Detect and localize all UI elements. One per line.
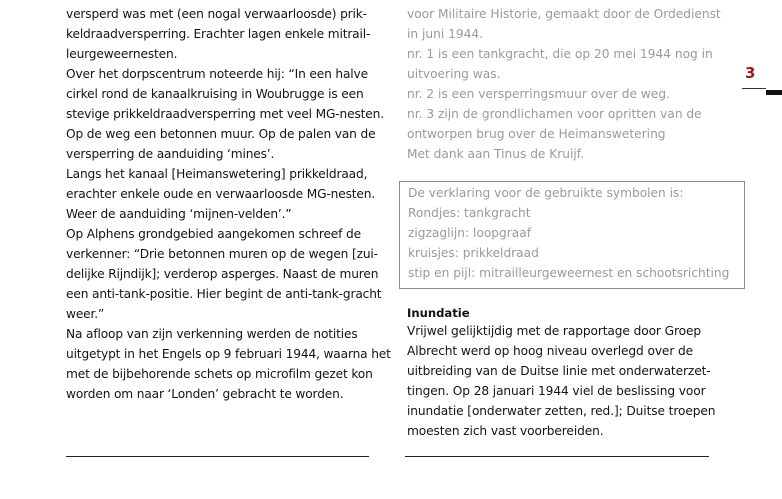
text-line: weer.” <box>66 307 105 321</box>
text-line: cirkel rond de kanaalkruising in Woubrugge is een <box>66 87 364 101</box>
caption-line: nr. 1 is een tankgracht, die op 20 mei 1944 nog in <box>407 47 713 61</box>
legend-box <box>399 181 745 289</box>
text-line: verkenner: “Drie betonnen muren op de wegen [zui- <box>66 247 378 261</box>
footer-rule-right <box>405 456 709 457</box>
text-line: versperring de aanduiding ‘mines’. <box>66 147 275 161</box>
caption-line: nr. 2 is een versperringsmuur over de weg. <box>407 87 670 101</box>
text-line: Weer de aanduiding ‘mijnen-velden’.” <box>66 207 292 221</box>
legend-line: De verklaring voor de gebruikte symbolen is: <box>408 186 684 200</box>
left-text-column <box>66 4 391 404</box>
text-line: worden om naar ‘Londen’ gebracht te worden. <box>66 387 344 401</box>
text-line: een anti-tank-positie. Hier begint de anti-tank-gracht <box>66 287 382 301</box>
footer-rule-left <box>66 456 369 457</box>
caption-line: voor Militaire Historie, gemaakt door de Ordedienst <box>407 7 721 21</box>
text-line: inundatie [onderwater zetten, red.]; Duitse troepen <box>407 404 716 418</box>
caption-line: ontworpen brug over de Heimanswetering <box>407 127 666 141</box>
page-number-rule <box>742 88 766 89</box>
legend-line: zigzaglijn: loopgraaf <box>408 226 531 240</box>
text-line: uitgetypt in het Engels op 9 februari 1944, waarna het <box>66 347 391 361</box>
text-line: uitbreiding van de Duitse linie met onderwaterzet- <box>407 364 711 378</box>
figure-caption <box>407 4 737 164</box>
right-text-column <box>407 321 737 441</box>
caption-line: nr. 3 zijn de grondlichamen voor opritten van de <box>407 107 702 121</box>
text-line: Langs het kanaal [Heimanswetering] prikkeldraad, <box>66 167 368 181</box>
section-heading: Inundatie <box>407 306 470 320</box>
text-line: Op Alphens grondgebied aangekomen schreef de <box>66 227 361 241</box>
text-line: stevige prikkeldraadversperring met veel MG-nesten. <box>66 107 384 121</box>
text-line: leurgeweernesten. <box>66 47 178 61</box>
page-number: 3 <box>745 64 756 82</box>
text-line: Albrecht werd op hoog niveau overlegd over de <box>407 344 694 358</box>
text-line: Over het dorpscentrum noteerde hij: “In een halve <box>66 67 368 81</box>
page-edge-tab <box>766 90 782 95</box>
caption-line: Met dank aan Tinus de Kruijf. <box>407 147 585 161</box>
legend-line: stip en pijl: mitrailleurgeweernest en schootsrichting <box>408 266 730 280</box>
text-line: delijke Rijndijk]; verderop asperges. Naast de muren <box>66 267 379 281</box>
legend-line: kruisjes: prikkeldraad <box>408 246 539 260</box>
text-line: moesten zich vast voorbereiden. <box>407 424 604 438</box>
text-line: keldraadversperring. Erachter lagen enkele mitrail- <box>66 27 371 41</box>
text-line: tingen. Op 28 januari 1944 viel de beslissing voor <box>407 384 706 398</box>
text-line: Op de weg een betonnen muur. Op de palen van de <box>66 127 376 141</box>
text-line: Na afloop van zijn verkenning werden de notities <box>66 327 358 341</box>
legend-line: Rondjes: tankgracht <box>408 206 531 220</box>
caption-line: in juni 1944. <box>407 27 483 41</box>
text-line: met de bijbehorende schets op microfilm gezet kon <box>66 367 373 381</box>
text-line: versperd was met (een nogal verwaarloosde) prik- <box>66 7 367 21</box>
text-line: erachter enkele oude en verwaarloosde MG-nesten. <box>66 187 376 201</box>
caption-line: uitvoering was. <box>407 67 501 81</box>
text-line: Vrijwel gelijktijdig met de rapportage door Groep <box>407 324 701 338</box>
